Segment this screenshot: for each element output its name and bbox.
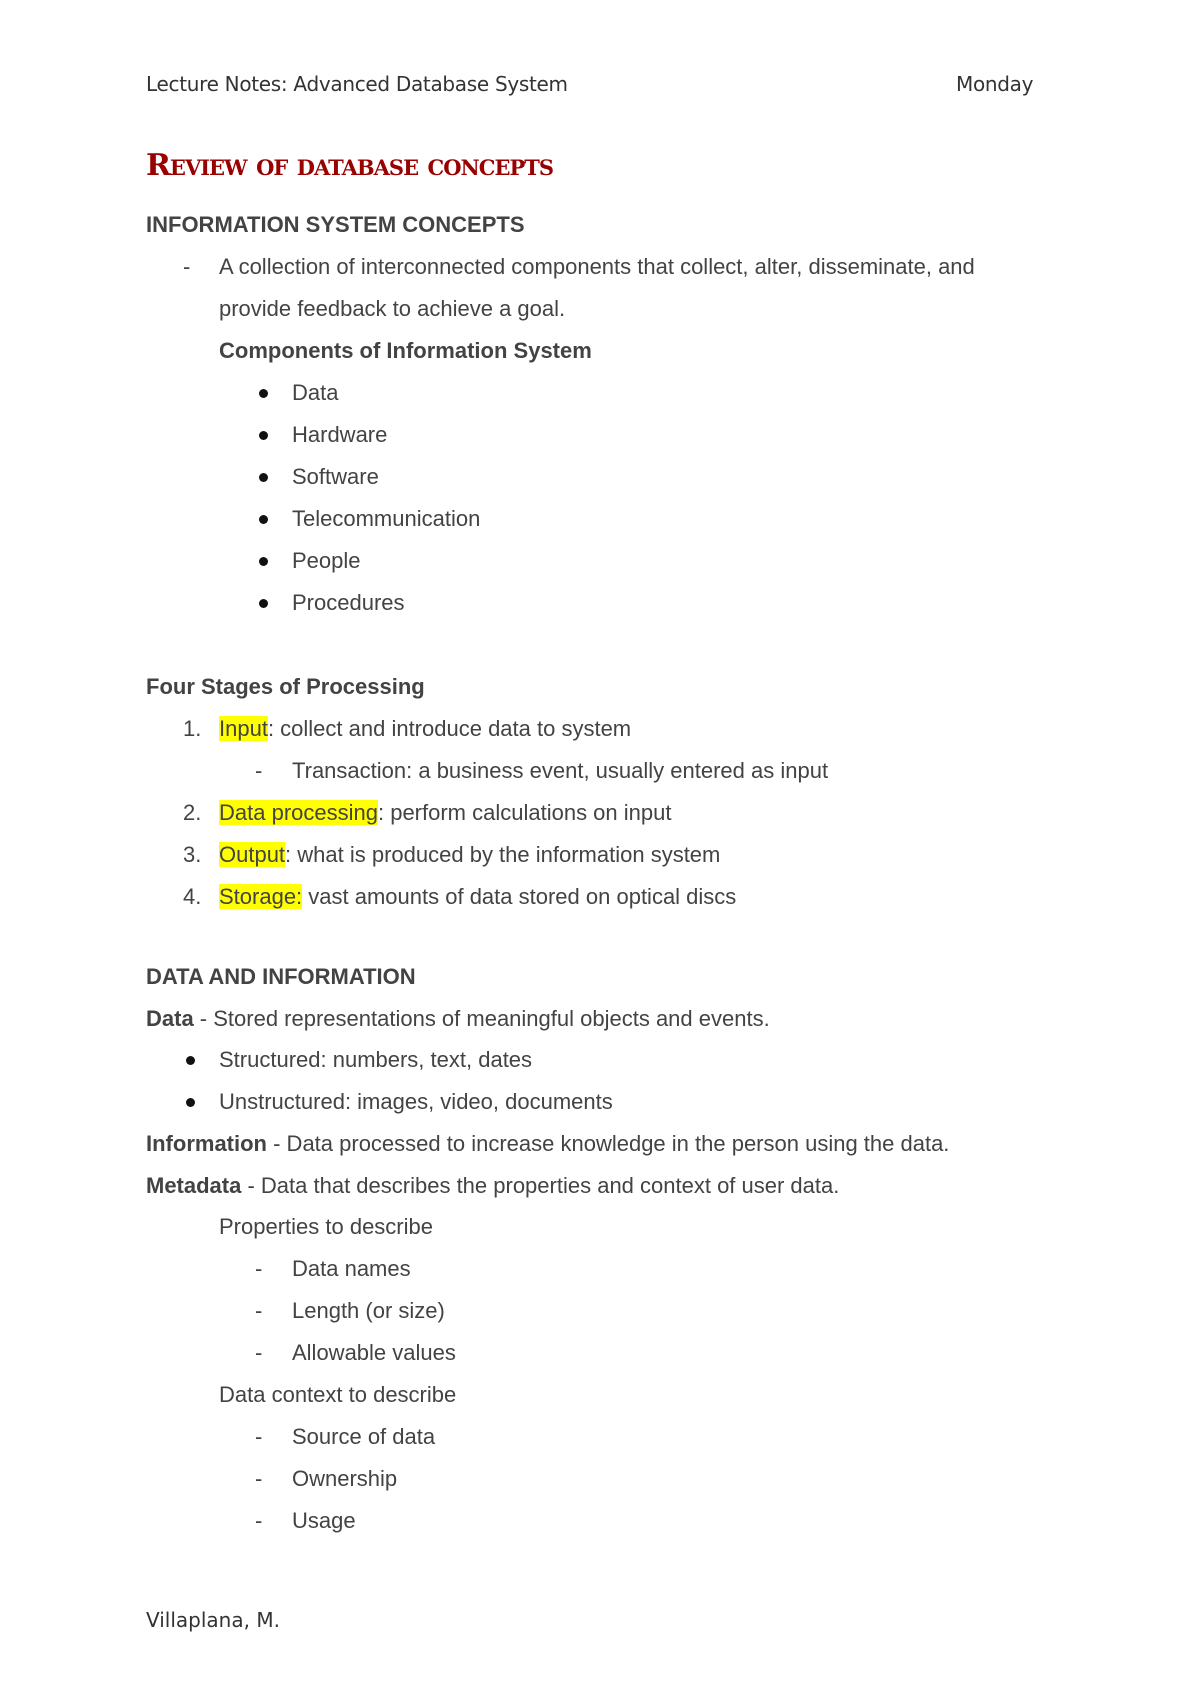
information-definition	[146, 1131, 949, 1157]
stage-item	[219, 716, 631, 742]
bullet-icon	[259, 389, 268, 398]
stage-item	[219, 842, 720, 868]
term: Metadata	[146, 1173, 242, 1198]
list-item: Allowable values	[292, 1340, 456, 1365]
stage-item	[219, 884, 736, 910]
section-heading-information-system: INFORMATION SYSTEM CONCEPTS	[146, 212, 525, 237]
page-title: Review of database concepts	[146, 148, 554, 183]
section-heading-data-information: DATA AND INFORMATION	[146, 964, 416, 989]
bullet-icon	[259, 473, 268, 482]
dash-marker: -	[255, 1466, 263, 1491]
definition: - Data that describes the properties and context of user data.	[241, 1173, 840, 1198]
bullet-icon	[186, 1098, 195, 1107]
highlighted-term: Data processing	[219, 800, 378, 825]
metadata-definition	[146, 1173, 839, 1199]
bullet-icon	[186, 1056, 195, 1065]
list-item: Ownership	[292, 1466, 398, 1491]
data-definition	[146, 1006, 770, 1032]
highlighted-term: Storage:	[219, 884, 303, 909]
bullet-icon	[259, 515, 268, 524]
stage-description: : what is produced by the information system	[285, 842, 721, 867]
list-item: Length (or size)	[292, 1298, 445, 1323]
stage-description: : collect and introduce data to system	[267, 716, 632, 741]
dash-marker: -	[183, 254, 191, 279]
list-item: Usage	[292, 1508, 356, 1533]
section-heading-four-stages: Four Stages of Processing	[146, 674, 425, 699]
definition: - Stored representations of meaningful objects and events.	[193, 1006, 770, 1031]
list-item: Unstructured: images, video, documents	[219, 1089, 613, 1114]
list-item: Data names	[292, 1256, 411, 1281]
list-item: Data	[292, 380, 339, 405]
sub-item: Transaction: a business event, usually entered as input	[292, 758, 829, 783]
stage-item	[219, 800, 671, 826]
dash-marker: -	[255, 1508, 263, 1533]
header-title: Lecture Notes: Advanced Database System	[146, 72, 568, 96]
dash-marker: -	[255, 1256, 263, 1281]
list-item: People	[292, 548, 361, 573]
dash-marker: -	[255, 1340, 263, 1365]
list-item: Source of data	[292, 1424, 436, 1449]
bullet-icon	[259, 431, 268, 440]
list-number: 1.	[183, 716, 202, 741]
components-heading: Components of Information System	[219, 338, 592, 363]
list-item: Telecommunication	[292, 506, 481, 531]
bullet-icon	[259, 557, 268, 566]
context-heading: Data context to describe	[219, 1382, 457, 1407]
list-item: Hardware	[292, 422, 388, 447]
dash-marker: -	[255, 1424, 263, 1449]
term: Data	[146, 1006, 194, 1031]
list-number: 4.	[183, 884, 202, 909]
list-number: 3.	[183, 842, 202, 867]
term: Information	[146, 1131, 267, 1156]
list-item: Software	[292, 464, 379, 489]
highlighted-term: Input	[219, 716, 268, 741]
stage-description: : perform calculations on input	[377, 800, 672, 825]
dash-marker: -	[255, 1298, 263, 1323]
stage-description: vast amounts of data stored on optical discs	[302, 884, 737, 909]
bullet-icon	[259, 599, 268, 608]
dash-marker: -	[255, 758, 263, 783]
definition: - Data processed to increase knowledge in the person using the data.	[267, 1131, 950, 1156]
header-day: Monday	[956, 72, 1034, 96]
list-item: Structured: numbers, text, dates	[219, 1047, 533, 1072]
definition-line: provide feedback to achieve a goal.	[219, 296, 566, 321]
definition-line: A collection of interconnected components that collect, alter, disseminate, and	[219, 254, 975, 279]
footer-author: Villaplana, M.	[146, 1608, 280, 1632]
list-item: Procedures	[292, 590, 405, 615]
list-number: 2.	[183, 800, 202, 825]
properties-heading: Properties to describe	[219, 1214, 433, 1239]
highlighted-term: Output	[219, 842, 286, 867]
